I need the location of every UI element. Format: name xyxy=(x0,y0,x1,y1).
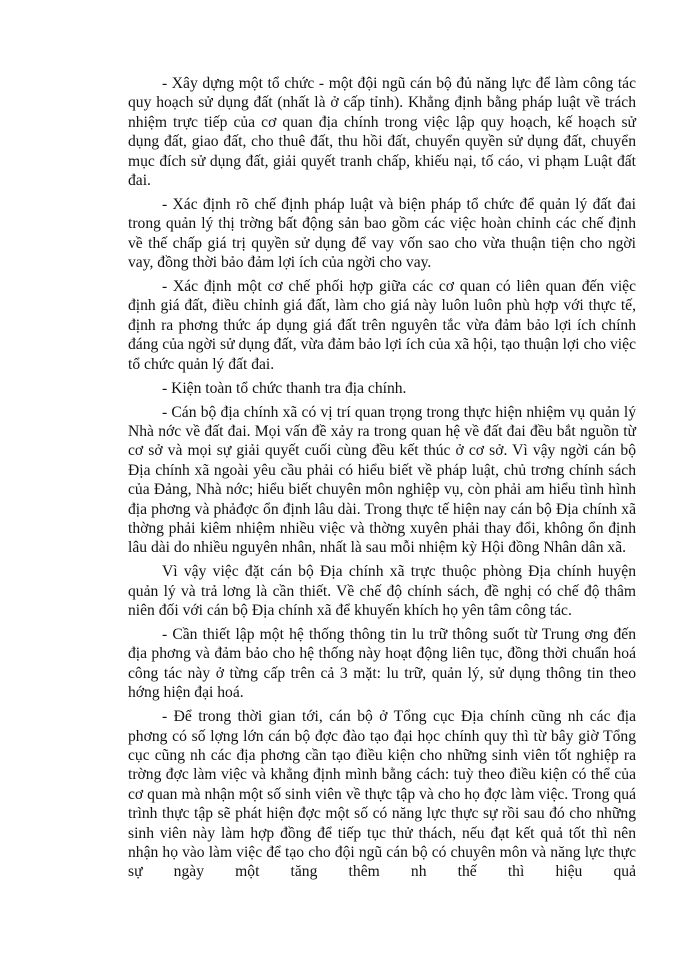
paragraph-commune-cadastral-officers: - Cán bộ địa chính xã có vị trí quan trọng trong thực hiện nhiệm vụ quản lý Nhà nớc về đất đai. Mọi vấn đề xảy ra trong quan hệ về đất đai đều bắt nguồn từ cơ sở và mọi sự giải quyết cuối cùng đều kết thúc ở cơ sở. Vì vậy ngời cán bộ Địa chính xã ngoài yêu cầu phải có hiểu biết về pháp luật, chủ trơng chính sách của Đảng, Nhà nớc; hiểu biết chuyên môn nghiệp vụ, còn phải am hiểu tình hình địa phơng và phảđợc ổn định lâu dài. Trong thực tế hiện nay cán bộ Địa chính xã thờng phải kiêm nhiệm nhiều việc và thờng xuyên phải thay đổi, không ổn định lâu dài do nhiều nguyên nhân, nhất là sau mỗi nhiệm kỳ Hội đồng Nhân dân xã. xyxy=(128,403,636,557)
document-page xyxy=(128,74,636,886)
paragraph-training-graduates: - Để trong thời gian tới, cán bộ ở Tổng cục Địa chính cũng nh các địa phơng có số lợng lớn cán bộ đợc đào tạo đại học chính quy thì từ bây giờ Tổng cục cũng nh các địa phơng cần tạo điều kiện cho những sinh viên tốt nghiệp ra trờng đợc làm việc và khẳng định mình bằng cách: tuỳ theo điều kiện có thể của cơ quan mà nhận một số sinh viên về thực tập và cho họ đợc làm việc. Trong quá trình thực tập sẽ phát hiện đợc một số có năng lực thực sự rồi sau đó cho những sinh viên này làm hợp đồng để tiếp tục thử thách, nếu đạt kết quả tốt thì nên nhận họ vào làm việc để tạo cho đội ngũ cán bộ có chuyên môn và năng lực thực sự ngày một tăng thêm nh thế thì hiệu quả xyxy=(128,708,636,881)
paragraph-information-system: - Cần thiết lập một hệ thống thông tin lu trữ thông suốt từ Trung ơng đến địa phơng và đảm bảo cho hệ thống này hoạt động liên tục, đồng thời chuẩn hoá công tác này ở từng cấp trên cả 3 mặt: lu trữ, quản lý, sử dụng thông tin theo hớng hiện đại hoá. xyxy=(128,625,636,702)
paragraph-inspection: - Kiện toàn tổ chức thanh tra địa chính. xyxy=(162,379,407,397)
paragraph-legal-regulations: - Xác định rõ chế định pháp luật và biện pháp tổ chức để quản lý đất đai trong quản lý thị trờng bất động sản bao gồm các việc hoàn chỉnh các chế định về thế chấp giá trị quyền sử dụng để vay vốn sao cho vừa thuận tiện cho ngời vay, đồng thời bảo đảm lợi ích của ngời cho vay. xyxy=(128,195,636,272)
paragraph-district-management: Vì vậy việc đặt cán bộ Địa chính xã trực thuộc phòng Địa chính huyện quản lý và trả lơng là cần thiết. Về chế độ chính sách, đề nghị có chế độ thâm niên đối với cán bộ Địa chính xã để khuyến khích họ yên tâm công tác. xyxy=(128,563,636,620)
paragraph-land-pricing: - Xác định một cơ chế phối hợp giữa các cơ quan có liên quan đến việc định giá đất, điều chỉnh giá đất, làm cho giá này luôn luôn phù hợp với thực tế, định ra phơng thức áp dụng giá đất trên nguyên tắc vừa đảm bảo lợi ích chính đáng của ngời sử dụng đất, vừa đảm bảo lợi ích của xã hội, tạo thuận lợi cho việc tổ chức quản lý đất đai. xyxy=(128,278,636,373)
paragraph-land-planning-organization: - Xây dựng một tổ chức - một đội ngũ cán bộ đủ năng lực để làm công tác quy hoạch sử dụng đất (nhất là ở cấp tỉnh). Khẳng định bằng pháp luật về trách nhiệm trực tiếp của cơ quan địa chính trong việc lập quy hoạch, kế hoạch sử dụng đất, giao đất, cho thuê đất, thu hồi đất, chuyển quyền sử dụng đất, chuyển mục đích sử dụng đất, giải quyết tranh chấp, khiếu nại, tố cáo, vi phạm Luật đất đai. xyxy=(128,75,636,190)
